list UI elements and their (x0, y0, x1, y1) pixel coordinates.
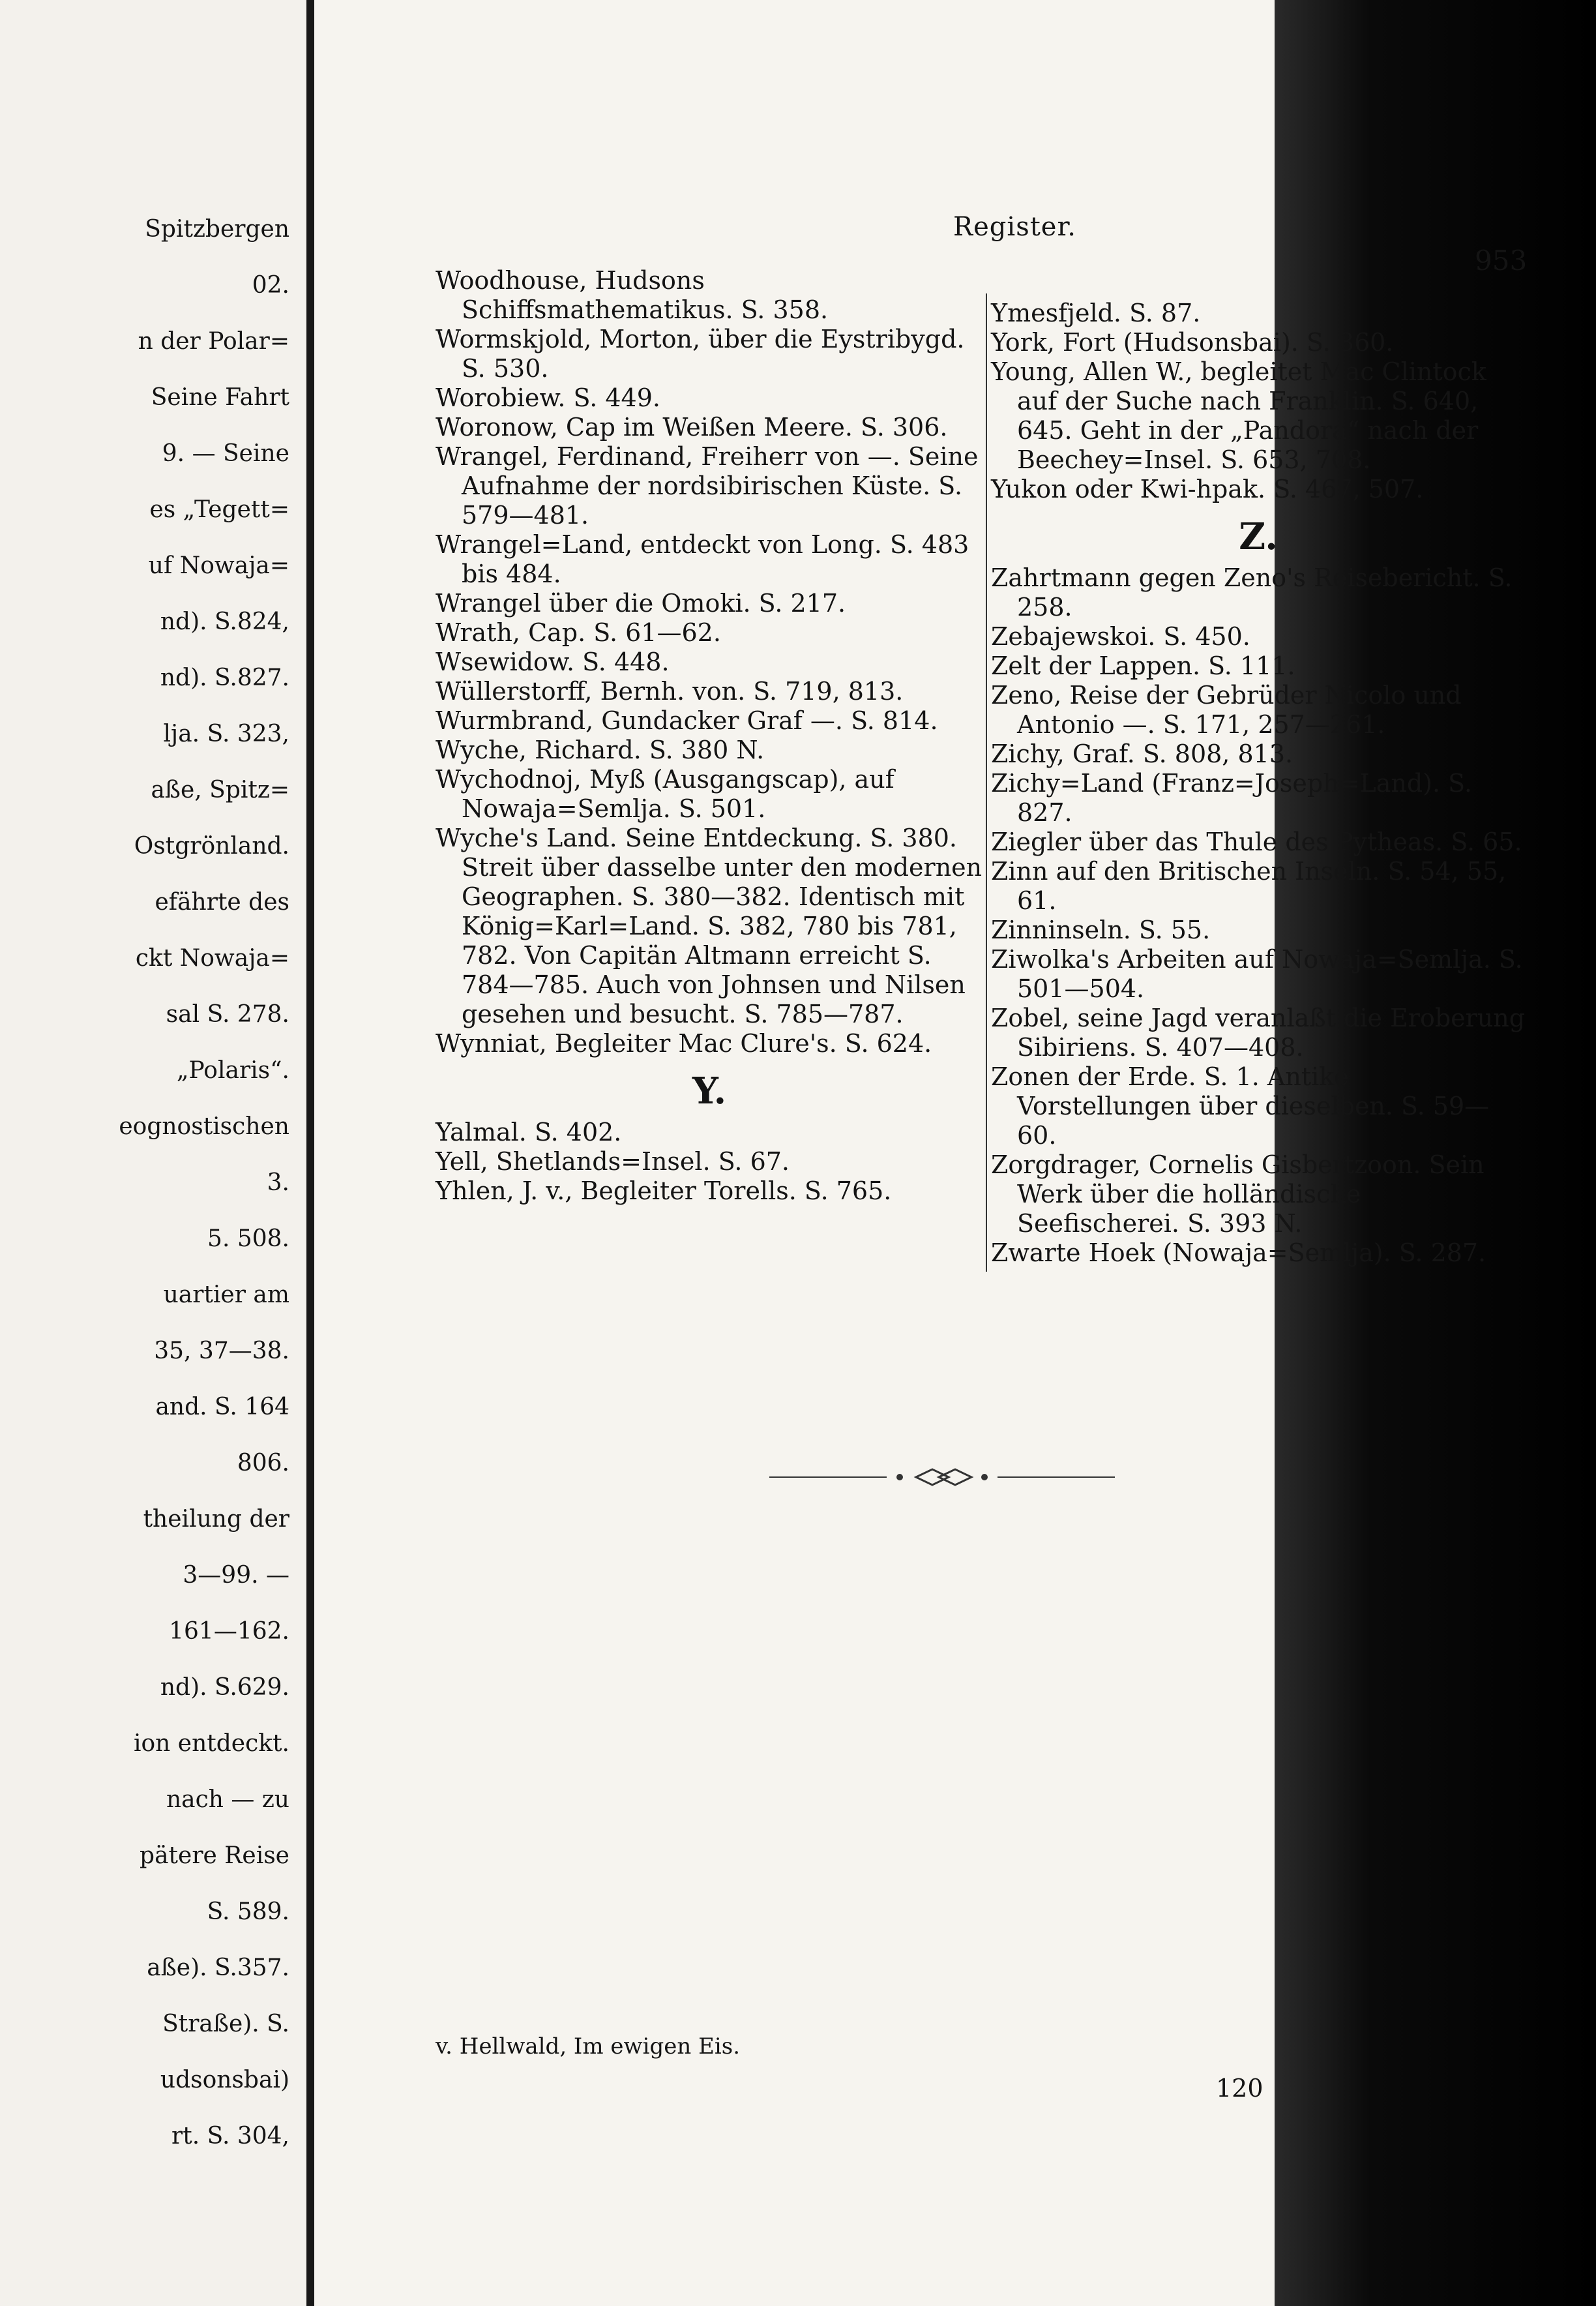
left-page-text-fragment: Straße). S. (162, 2011, 289, 2037)
left-page-text-fragment: eognostischen (119, 1113, 289, 1140)
index-entry: Zonen der Erde. S. 1. Antike Vorstellungen über dieselben. S. 59—60. (991, 1062, 1490, 1150)
left-page-text-fragment: 5. 508. (207, 1225, 289, 1252)
index-entry: Wormskjold, Morton, über die Eystribygd. S. 530. (436, 325, 965, 383)
left-page-text-fragment: uartier am (163, 1281, 289, 1308)
index-column-left (436, 266, 983, 1206)
index-entry: Wrath, Cap. S. 61—62. (436, 618, 721, 647)
left-page-text-fragment: Ostgrönland. (134, 833, 289, 860)
index-entry: Wynniat, Begleiter Mac Clure's. S. 624. (436, 1029, 932, 1058)
left-page-text-fragment: rt. S. 304, (171, 2123, 289, 2149)
book-gutter (306, 0, 314, 2306)
index-entry: Ziegler über das Thule des Pytheas. S. 65. (991, 828, 1522, 856)
left-page-text-fragment: S. 589. (207, 1898, 289, 1925)
left-page-text-fragment: Seine Fahrt (151, 384, 289, 411)
index-entry: Wüllerstorff, Bernh. von. S. 719, 813. (436, 677, 904, 706)
index-entry: Wyche, Richard. S. 380 N. (436, 736, 765, 764)
footer-signature: v. Hellwald, Im ewigen Eis. (436, 2033, 741, 2059)
index-entry: Wychodnoj, Myß (Ausgangscap), auf Nowaja=Semlja. S. 501. (436, 765, 894, 823)
index-entry: Woodhouse, Hudsons Schiffsmathematikus. S. 358. (436, 266, 829, 324)
sheet-number: 120 (1216, 2074, 1264, 2103)
page-number: 953 (1475, 245, 1528, 277)
w-entries (436, 266, 983, 1058)
index-entry: Zinn auf den Britischen Inseln. S. 54, 55, 61. (991, 857, 1507, 915)
left-page-text-fragment: udsonsbai) (160, 2067, 289, 2093)
index-entry: Yukon oder Kwi-hpak. S. 467, 507. (991, 475, 1424, 503)
left-page-text-fragment: 9. — Seine (162, 440, 289, 467)
index-entry: Zorgdrager, Cornelis Gisbertzoon. Sein Werk über die holländische Seefischerei. S. 393 N. (991, 1150, 1485, 1238)
index-entry: Wrangel, Ferdinand, Freiherr von —. Seine Aufnahme der nordsibirischen Küste. S. 579—481. (436, 442, 979, 530)
index-entry: Wrangel über die Omoki. S. 217. (436, 589, 846, 618)
index-entry: Zobel, seine Jagd veranlaßt die Eroberung Sibiriens. S. 407—408. (991, 1004, 1526, 1062)
index-entry: Zelt der Lappen. S. 111. (991, 651, 1295, 680)
index-entry: Young, Allen W., begleitet Mac Clintock auf der Suche nach Franklin. S. 640, 645. Geht in der „Pandora“ nach der Beechey=Insel. S. 653, 708. (991, 357, 1486, 474)
left-page-text-fragment: lja. S. 323, (163, 721, 289, 747)
left-page-text-fragment: aße). S.357. (147, 1954, 289, 1981)
index-entry: Woronow, Cap im Weißen Meere. S. 306. (436, 413, 948, 442)
left-page-fragment (0, 0, 306, 2306)
left-page-text-fragment: ckt Nowaja= (135, 945, 289, 972)
section-heading-z: Z. (1239, 515, 1278, 558)
index-entry: Ymesfjeld. S. 87. (991, 299, 1201, 327)
index-entry: Zahrtmann gegen Zeno's Reisebericht. S. 258. (991, 563, 1513, 621)
left-page-text-fragment: nach — zu (166, 1786, 289, 1813)
index-entry: Yhlen, J. v., Begleiter Torells. S. 765. (436, 1176, 892, 1205)
left-page-text-fragment: 806. (237, 1450, 289, 1476)
index-entry: Wyche's Land. Seine Entdeckung. S. 380. Streit über dasselbe unter den modernen Geographen. S. 380—382. Identisch mit König=Karl=Land. S. 382, 780 bis 781, 782. Von Capitän Altmann erreicht S. 784—785. Auch von Johnsen und Nilsen gesehen und besucht. S. 785—787. (436, 824, 983, 1028)
left-page-text-fragment: and. S. 164 (155, 1394, 289, 1420)
running-header: Register. (953, 212, 1076, 242)
y-continued-entries (991, 299, 1526, 504)
left-page-text-fragment: Spitzbergen (145, 216, 289, 243)
index-entry: Zichy, Graf. S. 808, 813. (991, 740, 1293, 768)
left-page-text-fragment: sal S. 278. (166, 1001, 289, 1028)
index-entry: Zebajewskoi. S. 450. (991, 622, 1250, 651)
left-page-text-fragment: aße, Spitz= (151, 777, 289, 803)
index-entry: Zinninseln. S. 55. (991, 916, 1211, 944)
ornament-divider-icon (769, 1464, 1115, 1490)
y-entries (436, 1118, 983, 1206)
left-page-text-fragment: theilung der (143, 1506, 289, 1533)
left-page-text-fragment: n der Polar= (138, 328, 289, 355)
left-page-text-fragment: 3. (267, 1169, 289, 1196)
index-entry: Zwarte Hoek (Nowaja=Semlja). S. 287. (991, 1238, 1486, 1267)
left-page-text-fragment: 3—99. — (183, 1562, 289, 1589)
left-page-text-fragment: efährte des (155, 889, 289, 916)
left-page-text-fragment: es „Tegett= (149, 496, 289, 523)
index-column-right (991, 299, 1526, 1268)
left-page-text-fragment: 35, 37—38. (154, 1338, 289, 1364)
left-page-text-fragment: 02. (252, 272, 289, 299)
index-entry: York, Fort (Hudsonsbai). S. 360. (991, 328, 1394, 357)
left-page-text-fragment: nd). S.824, (160, 608, 289, 635)
left-page-text-fragment: nd). S.629. (160, 1674, 289, 1701)
index-entry: Wsewidow. S. 448. (436, 648, 670, 676)
index-entry: Wurmbrand, Gundacker Graf —. S. 814. (436, 706, 938, 735)
left-page-text-fragment: nd). S.827. (160, 665, 289, 691)
index-entry: Wrangel=Land, entdeckt von Long. S. 483 bis 484. (436, 530, 969, 588)
left-page-text-fragment: „Polaris“. (176, 1057, 289, 1084)
column-divider (986, 293, 987, 1272)
index-entry: Zeno, Reise der Gebrüder Nicolo und Antonio —. S. 171, 257—261. (991, 681, 1462, 739)
left-page-text-fragment: uf Nowaja= (148, 552, 289, 579)
index-entry: Worobiew. S. 449. (436, 383, 660, 412)
index-entry: Yalmal. S. 402. (436, 1118, 622, 1146)
z-entries (991, 563, 1526, 1268)
section-heading-y: Y. (692, 1070, 727, 1113)
index-entry: Ziwolka's Arbeiten auf Nowaja=Semlja. S. 501—504. (991, 945, 1523, 1003)
index-entry: Yell, Shetlands=Insel. S. 67. (436, 1147, 790, 1176)
left-page-text-fragment: pätere Reise (140, 1842, 289, 1869)
left-page-text-fragment: 161—162. (169, 1618, 289, 1645)
index-entry: Zichy=Land (Franz=Joseph=Land). S. 827. (991, 769, 1472, 827)
left-page-text-fragment: ion entdeckt. (133, 1730, 289, 1757)
